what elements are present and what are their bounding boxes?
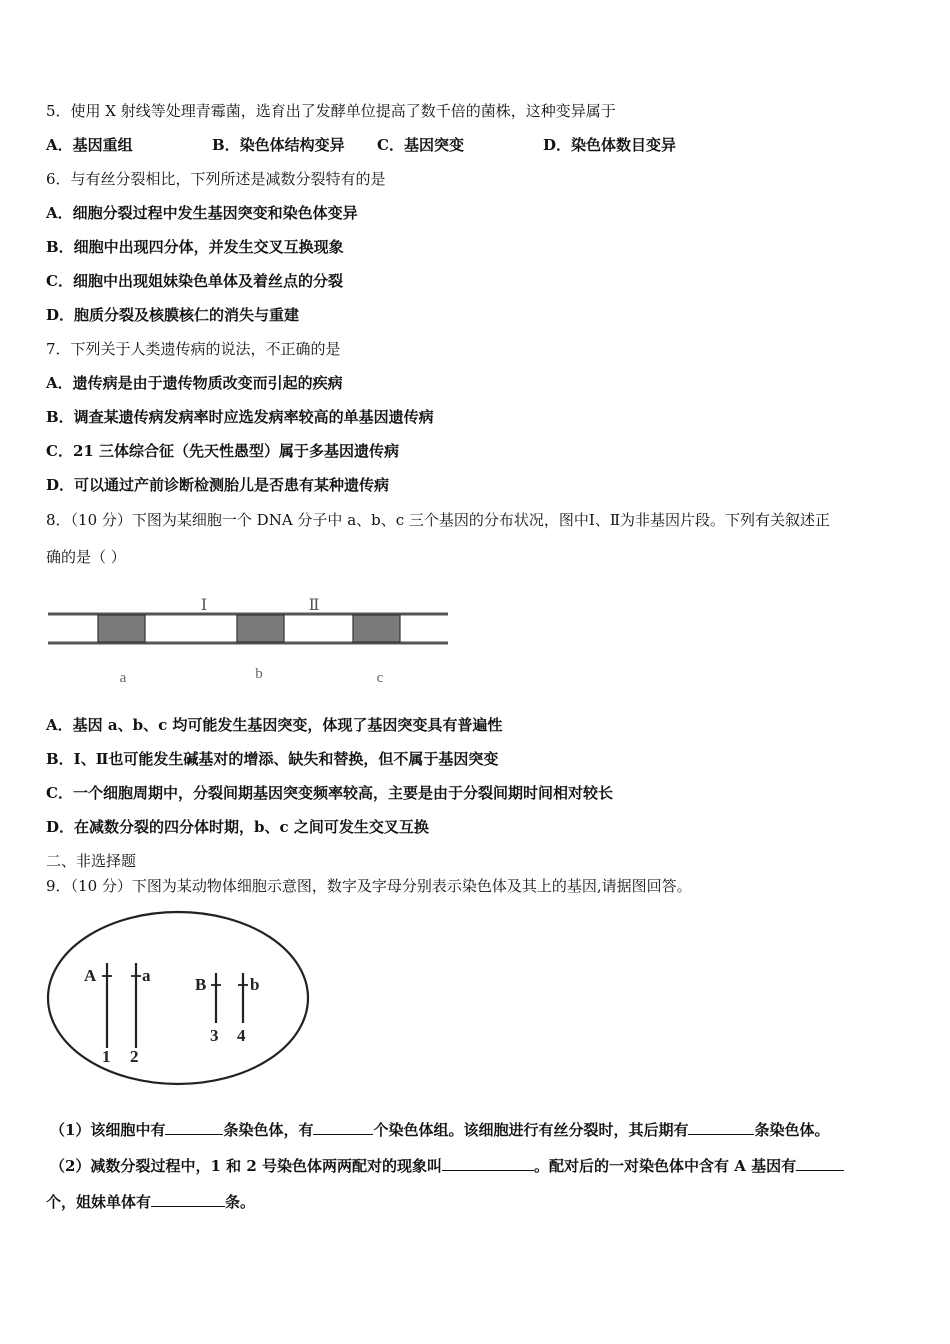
q9-sub2-line2	[46, 1191, 255, 1212]
q9-sub2-blank-3[interactable]	[151, 1191, 225, 1207]
q5-option-d: D．染色体数目变异	[543, 136, 677, 154]
gene-label-A: A	[84, 966, 97, 985]
cell-outline	[48, 912, 308, 1084]
q7-stem: 7．下列关于人类遗传病的说法，不正确的是	[46, 340, 341, 358]
q9-sub2-text-3: 个，姐妹单体有	[46, 1193, 152, 1211]
q9-sub1-blank-1[interactable]	[165, 1119, 223, 1135]
gene-c-segment	[353, 615, 400, 642]
q5-option-c: C．基因突变	[377, 136, 464, 154]
gene-label-b: b	[255, 666, 263, 682]
q9-sub2-text-1: （2）减数分裂过程中，1 和 2 号染色体两两配对的现象叫	[50, 1157, 442, 1175]
q9-sub2-text-4: 条。	[225, 1193, 256, 1211]
chromosome-number-3: 3	[210, 1026, 219, 1045]
q9-stem: 9．（10 分）下图为某动物体细胞示意图，数字及字母分别表示染色体及其上的基因,请据图回答。	[46, 877, 692, 895]
gene-a-segment	[98, 615, 145, 642]
q9-sub1	[50, 1119, 830, 1140]
q5-option-b: B．染色体结构变异	[212, 136, 345, 154]
cell-chromosome-diagram	[44, 908, 314, 1088]
q8-option-d: D．在减数分裂的四分体时期，b、c 之间可发生交叉互换	[46, 818, 429, 836]
gene-label-a-small: a	[142, 966, 151, 985]
q7-option-c: C．21 三体综合征（先天性愚型）属于多基因遗传病	[46, 442, 400, 460]
gene-b-segment	[237, 615, 284, 642]
q9-sub1-text-2: 条染色体，有	[223, 1121, 314, 1139]
q9-sub2-blank-1[interactable]	[442, 1155, 534, 1171]
q9-sub2-text-2: 。配对后的一对染色体中含有 A 基因有	[533, 1157, 797, 1175]
gene-label-B: B	[195, 975, 207, 994]
q7-option-a: A．遗传病是由于遗传物质改变而引起的疾病	[46, 374, 343, 392]
gene-label-b-small: b	[250, 975, 260, 994]
q8-stem-line1: 8．（10 分）下图为某细胞一个 DNA 分子中 a、b、c 三个基因的分布状况，图中Ⅰ、Ⅱ为非基因片段。下列有关叙述正	[46, 511, 831, 529]
q9-sub2-line1	[50, 1155, 844, 1176]
q9-sub1-blank-2[interactable]	[313, 1119, 373, 1135]
segment-label-2: Ⅱ	[308, 597, 320, 614]
q5-stem: 5．使用 X 射线等处理青霉菌，选育出了发酵单位提高了数千倍的菌株，这种变异属于	[46, 102, 616, 120]
q5-option-a: A．基因重组	[46, 136, 133, 154]
q6-option-b: B．细胞中出现四分体，并发生交叉互换现象	[46, 238, 344, 256]
q9-sub1-blank-3[interactable]	[688, 1119, 754, 1135]
gene-label-a: a	[119, 670, 127, 686]
chromosome-number-1: 1	[102, 1047, 111, 1066]
q8-stem-line2: 确的是（ ）	[46, 548, 126, 566]
q5-options	[46, 135, 746, 155]
q9-sub1-text-4: 条染色体。	[754, 1121, 830, 1139]
segment-label-1: Ⅰ	[200, 597, 208, 614]
q7-option-d: D．可以通过产前诊断检测胎儿是否患有某种遗传病	[46, 476, 390, 494]
q6-option-a: A．细胞分裂过程中发生基因突变和染色体变异	[46, 204, 358, 222]
q6-option-d: D．胞质分裂及核膜核仁的消失与重建	[46, 306, 300, 324]
chromosome-number-4: 4	[237, 1026, 246, 1045]
section-title: 二、非选择题	[46, 852, 137, 870]
q6-option-c: C．细胞中出现姐妹染色单体及着丝点的分裂	[46, 272, 343, 290]
q7-option-b: B．调查某遗传病发病率时应选发病率较高的单基因遗传病	[46, 408, 434, 426]
q8-option-b: B．Ⅰ、Ⅱ也可能发生碱基对的增添、缺失和替换，但不属于基因突变	[46, 750, 499, 768]
chromosome-number-2: 2	[130, 1047, 139, 1066]
q6-stem: 6．与有丝分裂相比，下列所述是减数分裂特有的是	[46, 170, 386, 188]
q8-option-c: C．一个细胞周期中，分裂间期基因突变频率较高，主要是由于分裂间期时间相对较长	[46, 784, 613, 802]
q9-sub1-text-3: 个染色体组。该细胞进行有丝分裂时，其后期有	[373, 1121, 689, 1139]
gene-label-c: c	[376, 670, 384, 686]
dna-gene-diagram	[46, 585, 456, 690]
q9-sub1-text-1: （1）该细胞中有	[50, 1121, 166, 1139]
q8-option-a: A．基因 a、b、c 均可能发生基因突变，体现了基因突变具有普遍性	[46, 716, 503, 734]
q9-sub2-blank-2[interactable]	[796, 1155, 844, 1171]
